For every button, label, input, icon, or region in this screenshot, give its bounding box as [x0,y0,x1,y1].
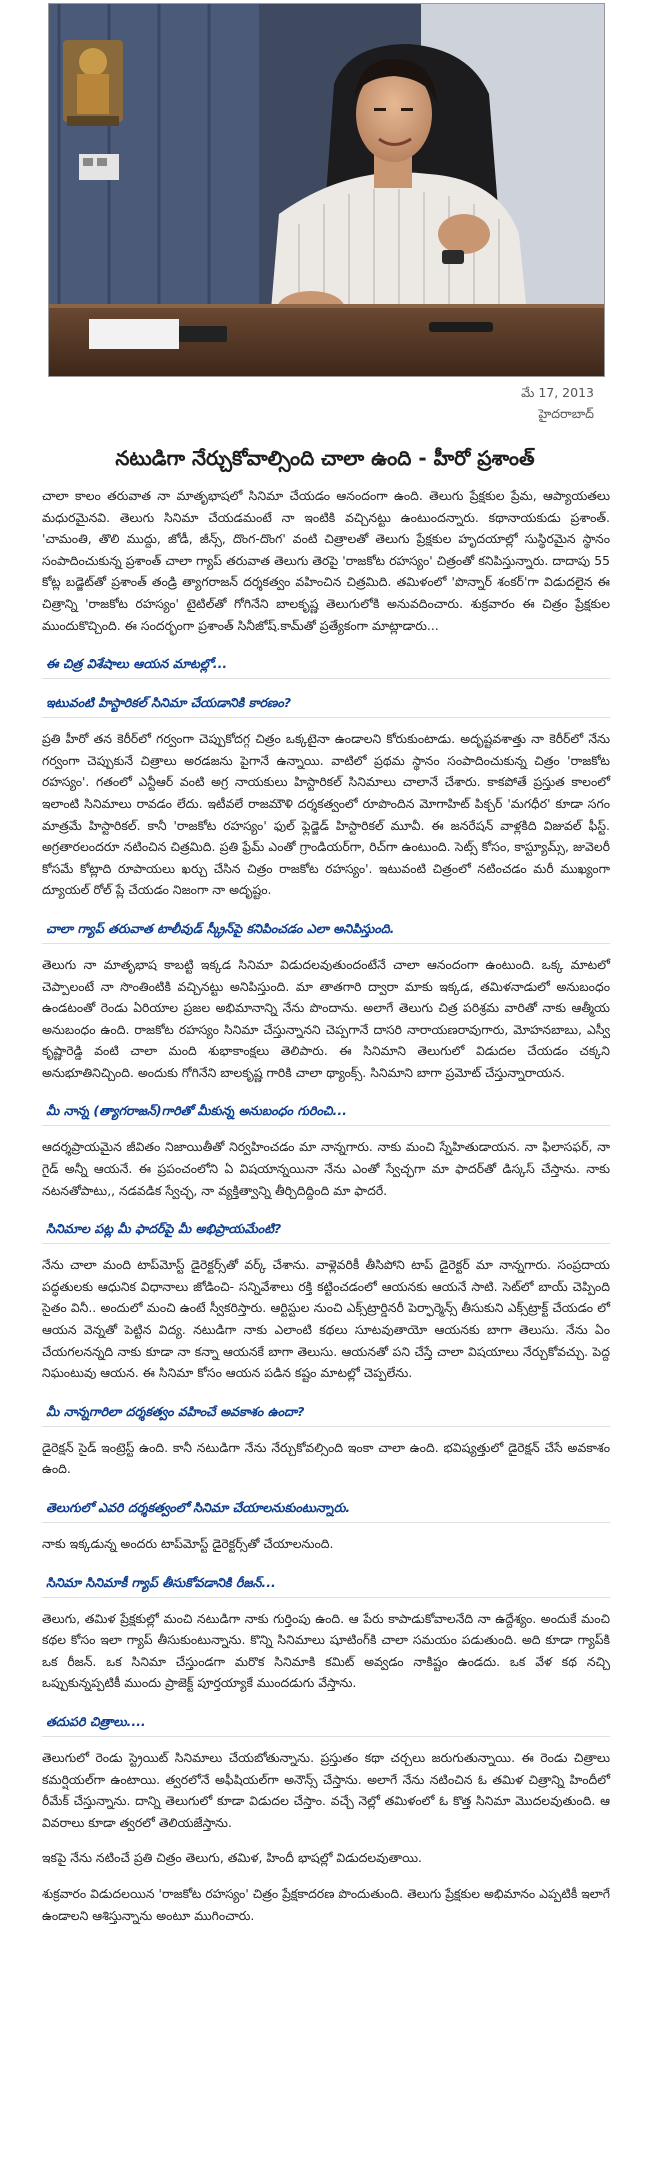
question-heading [42,1097,610,1126]
location: హైదరాబాద్ [538,406,594,421]
answer-paragraph: తెలుగులో రెండు స్ట్రెయిట్ సినిమాలు చేయబోతున్నాను. ప్రస్తుతం కథా చర్చలు జరుగుతున్నాయి. ఈ రెండు చిత్రాలు కమర్షియల్‌గా ఉంటాయి. త్వరలోనే అఫీషియల్‌గా అనౌన్స్ చేస్తాను. అలాగే నేను నటించిన ఓ తమిళ చిత్రాన్ని హిందీలో రీమేక్ చేస్తున్నాను. దాన్ని తెలుగులో కూడా విడుదల చేస్తాం. వచ్చే నెల్లో తమిళంలో ఓ కొత్త సినిమా మొదలవుతుంది. ఆ వివరాలు కూడా త్వరలో తెలియజేస్తాను. [42,1749,610,1830]
answer-paragraph: ప్రతి హీరో తన కెరీర్‌లో గర్వంగా చెప్పుకోదగ్గ చిత్రం ఒక్కటైనా ఉండాలని కోరుకుంటాడు. అదృష్టవశాత్తు నా కెరీర్‌లో నేను గర్వంగా చెప్పుకునే చిత్రాలు అరడజను పైగానే ఉన్నాయి. వాటిలో ప్రథమ స్థానం సంపాదించుకున్న చిత్రం 'రాజకోట రహస్యం'. గతంలో ఎన్టీఆర్ వంటి అగ్ర నాయకులు హిస్టారికల్ సినిమాలు చాలానే చేశారు. కాకపోతే ప్రస్తుత కాలంలో ఇలాంటి సినిమాలు రావడం లేదు. ఇటీవలే రాజమౌళి దర్శకత్వంలో రూపొందిన మోగాహిట్ పిక్చర్ 'మగధీర' కూడా సగం మాత్రమే హిస్టారికల్. కానీ 'రాజకోట రహస్యం' ఫుల్ ఫ్లెడ్జెడ్ హిస్టారికల్ మూవీ. ఈ జనరేషన్ వాళ్లకిది విజువల్ ఫీస్ట్. అగ్రతారలందరూ నటించిన చిత్రమిది. ప్రతి ఫ్రేమ్ ఎంతో గ్రాండియర్‌గా, రిచ్‌గా ఉంటుంది. సెట్స్ కోసం, కాస్ట్యూమ్స్, జువెలరీ కోసమే కోట్లాది రూపాయలు ఖర్చు చేసిన చిత్రం రాజకోట రహస్యం'. ఇటువంటి చిత్రంలో నటించడం మరీ ముఖ్యంగా ద్యూయల్ రోల్ ప్లే చేయడం నిజంగా నా అదృష్టం. [42,731,610,898]
answer-paragraph: నాకు ఇక్కడున్న అందరు టాప్‌మోస్ట్ డైరెక్టర్స్‌తో చేయాలనుంది. [42,1536,334,1551]
question-text: చాలా గ్యాప్ తరువాత టాలీవుడ్ స్క్రీన్‌పై కనిపించడం ఎలా అనిపిస్తుంది. [46,920,395,936]
question-heading [42,1494,610,1523]
closing-paragraph: ఇకపై నేను నటించే ప్రతి చిత్రం తెలుగు, తమిళ, హిందీ భాషల్లో విడుదలవుతాయి. [42,1850,422,1866]
question-text: సినిమా సినిమాకీ గ్యాప్ తీసుకోవడానికి రీజన్... [46,1574,276,1590]
question-heading [42,689,610,718]
question-text: మీ నాన్నగారిలా దర్శకత్వం వహించే అవకాశం ఉందా? [46,1403,305,1419]
intro-paragraph: చాలా కాలం తరువాత నా మాతృభాషలో సినిమా చేయడం ఆనందంగా ఉంది. తెలుగు ప్రేక్షకుల ప్రేమ, ఆప్యాయతలు మధురమైనవి. తెలుగు సినిమా చేయడమంటే నా ఇంటికి వచ్చినట్టు ఉంటుందన్నారు. కథానాయకుడు ప్రశాంత్. 'చామంతి, తొలి ముద్దు, జోడీ, జీన్స్, దొంగ-దొంగ' వంటి చిత్రాలతో తెలుగు ప్రేక్షకుల హృదయాల్లో సుస్థిరమైన స్థానం సంపాదించుకున్న ప్రశాంత్ చాలా గ్యాప్ తరువాత తెలుగు తెరపై 'రాజకోట రహస్యం' చిత్రంతో కనిపిస్తున్నారు. దాదాపు 55 కోట్ల బడ్జెట్‌తో ప్రశాంత్ తండ్రి త్యాగరాజన్ దర్శకత్వం వహించిన చిత్రమిది. తమిళంలో 'పొన్నార్ శంకర్'గా విడుదలైన ఈ చిత్రాన్ని 'రాజకోట రహస్యం' టైటిల్‌తో గోగినేని బాలకృష్ణ తెలుగులోకి అనువదించారు. శుక్రవారం ఈ చిత్రం ప్రేక్షకుల ముందుకొచ్చింది. ఈ సందర్భంగా ప్రశాంత్ సినీజోష్.కామ్‌తో ప్రత్యేకంగా మాట్లాడారు... [42,488,610,633]
question-heading [42,1708,610,1737]
closing-paragraph: శుక్రవారం విడుదలయిన 'రాజకోట రహస్యం' చిత్రం ప్రేక్షకాదరణ పొందుతుంది. తెలుగు ప్రేక్షకుల అభిమానం ఎప్పటికీ ఇలాగే ఉండాలని ఆశిస్తున్నాను అంటూ ముగించారు. [42,1885,610,1923]
hero-photo [48,3,605,377]
answer-paragraph: తెలుగు నా మాతృభాష కాబట్టి ఇక్కడ సినిమా విడుదలవుతుందంటేనే చాలా ఆనందంగా ఉంటుంది. ఒక్క మాటలో చెప్పాలంటే నా సొంతింటికి వచ్చినట్టు అనిపిస్తుంది. మా తాతగారి ద్వారా మాకు ఇక్కడ, తమిళనాడులో అనుబంధం ఉండటంతో రెండు ఏరియాల ప్రజల అభిమానాన్ని నేను పొందాను. అలాగే తెలుగు చిత్ర పరిశ్రమ వారితో నాకు ఆత్మీయ అనుబంధం ఉంది. రాజకోట రహస్యం సినిమా చేస్తున్నానని చెప్పగానే దాసరి నారాయణరావుగారు, మోహనబాబు, ఎస్వీ కృష్ణారెడ్డి వంటి చాలా మంది శుభాకాంక్షలు తెలిపారు. ఈ సినిమాని తెలుగులో విడుదల చేయడం చక్కని అనుభూతినిచ్చింది. అందుకు గోగినేని బాలకృష్ణ గారికి చాలా థ్యాంక్స్. సినిమాని బాగా ప్రమోట్ చేస్తున్నారాయన. [42,956,610,1080]
question-heading [42,915,610,944]
question-heading [42,650,610,679]
question-text: ఇటువంటి హిస్టారికల్ సినిమా చేయడానికి కారణం? [46,695,292,711]
question-text: ఈ చిత్ర విశేషాలు ఆయన మాటల్లో... [46,656,228,672]
hero-photo-illustration [49,4,604,376]
article-title: నటుడిగా నేర్చుకోవాల్సింది చాలా ఉంది - హీరో ప్రశాంత్ [115,446,535,470]
question-text: తదుపరి చిత్రాలు.... [46,1713,146,1729]
question-heading [42,1215,610,1244]
answer-paragraph: డైరెక్షన్ సైడ్ ఇంట్రెస్ట్ ఉంది. కానీ నటుడిగా నేను నేర్చుకోవల్సింది ఇంకా చాలా ఉంది. భవిష్యత్తులో డైరెక్షన్ చేసే అవకాశం ఉంది. [42,1439,610,1477]
question-text: తెలుగులో ఎవరి దర్శకత్వంలో సినిమా చేయాలనుకుంటున్నారు. [46,1500,351,1515]
answer-paragraph: తెలుగు, తమిళ ప్రేక్షకుల్లో మంచి నటుడిగా నాకు గుర్తింపు ఉంది. ఆ పేరు కాపాడుకోవాలనేది నా ఉద్దేశ్యం. అందుకే మంచి కథల కోసం ఇలా గ్యాప్ తీసుకుంటున్నాను. కొన్ని సినిమాలు షూటింగ్‌కి చాలా సమయం పడుతుంది. అది కూడా గ్యాప్‌కి ఒక రీజన్. ఒక సినిమా చేస్తుండగా మరొక సినిమాకి కమిట్ అవ్వడం నాకిష్టం ఉండదు. ఒక వేళ కథ నచ్చి ఒప్పుకున్నప్పటికీ ముందు ప్రాజెక్ట్ పూర్తయ్యాకే ముందడుగు వేస్తాను. [42,1610,610,1691]
question-text: మీ నాన్న (త్యాగరాజన్)గారితో మీకున్న అనుబంధం గురించి... [46,1103,347,1119]
publish-date: మే 17, 2013 [521,385,594,400]
question-text: సినిమాల పట్ల మీ ఫాదర్‌పై మీ అభిప్రాయమేంటి? [46,1221,282,1237]
question-heading [42,1398,610,1427]
question-heading [42,1569,610,1598]
answer-paragraph: ఆదర్శప్రాయమైన జీవితం నిజాయితీతో నిర్వహించడం మా నాన్నగారు. నాకు మంచి స్నేహితుడాయన. నా ఫిలాసఫర్, నా గైడ్ అన్నీ ఆయనే. ఈ ప్రపంచంలోని ఏ విషయాన్నయినా నేను ఎంతో స్వేచ్ఛగా మా ఫాదర్‌తో డిస్కస్ చేస్తాను. నాకు నటనతోపాటు,, నడవడిక స్వేచ్ఛ, నా వ్యక్తిత్వాన్ని తీర్చిదిద్దింది మా ఫాదరే. [42,1139,610,1198]
answer-paragraph: నేను చాలా మంది టాప్‌మోస్ట్ డైరెక్టర్స్‌తో వర్క్ చేశాను. వాళ్లెవరికీ తీసిపోని టాప్ డైరెక్టర్ మా నాన్నగారు. సంప్రదాయ పద్ధతులకు ఆధునిక విధానాలు జోడించి- సన్నివేశాలు రక్తి కట్టించడంలో ఆయనకు ఆయనే సాటి. సెట్‌లో బాయ్ చెప్పింది సైతం వినీ.. అందులో మంచి ఉంటే స్వీకరిస్తారు. ఆర్టిస్టుల నుంచి ఎక్స్‌ట్రార్డినరీ పెర్ఫార్మెన్స్ తీసుకుని ఎక్స్‌ట్రాక్ట్ చేయడం లో ఆయన వెన్నతో పెట్టిన విద్య. నటుడిగా నాకు ఎలాంటి కథలు సూటవుతాయో ఆయనకు బాగా తెలుసు. నేను ఏం చేయగలనన్నది నాకు కూడా నా కన్నా ఆయనకే బాగా తెలుసు. ఆయనతో పని చేస్తే చాలా విషయాలు నేర్చుకోవచ్చు. పెద్ద నిఘంటువు ఆయన. ఈ సినిమా కోసం ఆయన పడిన కష్టం మాటల్లో చెప్పలేను. [42,1257,610,1381]
article-body [42,485,610,1940]
